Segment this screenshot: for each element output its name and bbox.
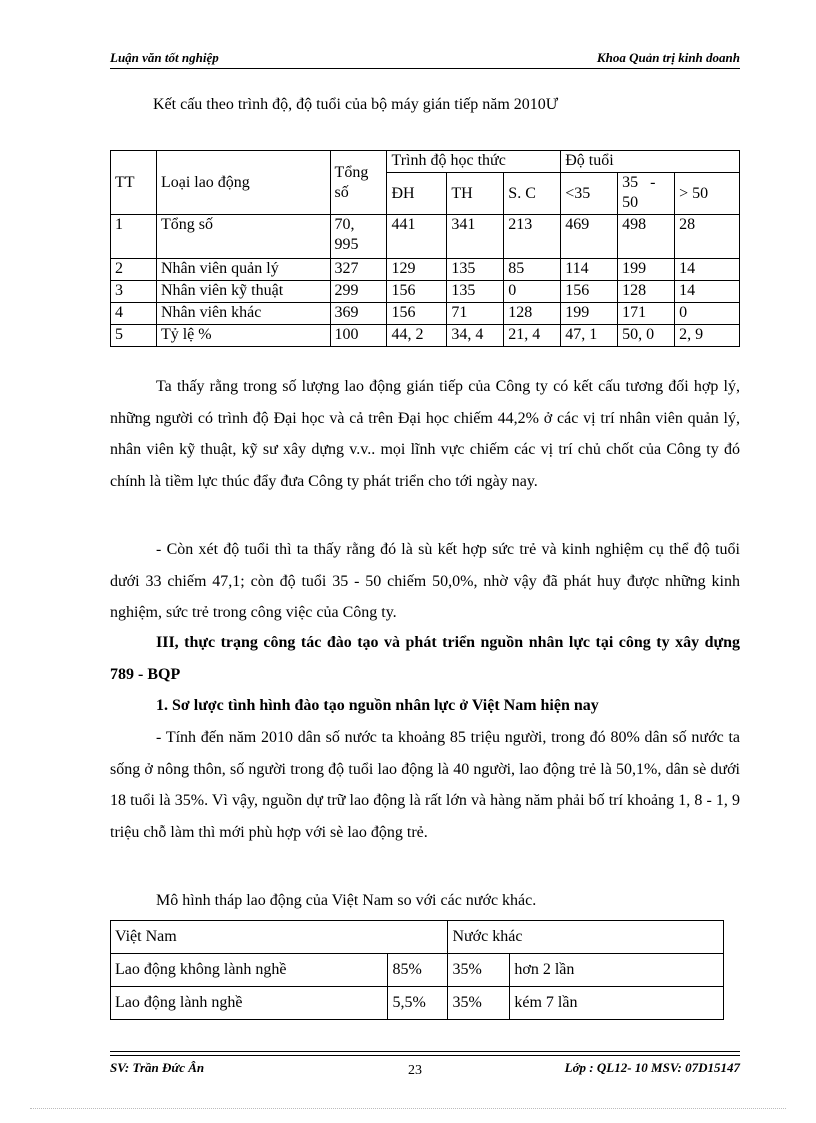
footer-rule-top [110, 1051, 740, 1052]
section-heading: III, thực trạng công tác đào tạo và phát triển nguồn nhân lực tại công ty xây dựng 789 - BQP [110, 634, 740, 683]
cell-th: 135 [447, 281, 504, 303]
paragraph-labor-pyramid: Mô hình tháp lao động của Việt Nam so với các nước khác. [156, 892, 537, 909]
cell-other: 35% [448, 954, 510, 987]
header-tong: Tổng số [330, 151, 387, 215]
cell-gt50: 28 [675, 215, 740, 259]
cell-lt35: 199 [561, 303, 618, 325]
cell-label: Lao động lành nghề [111, 987, 388, 1020]
cell-name: Nhân viên quản lý [156, 259, 330, 281]
table1-caption: Kết cấu theo trình độ, độ tuổi của bộ máy gián tiếp năm 2010Ư [153, 96, 559, 113]
cell-gt50: 14 [675, 259, 740, 281]
header-sc: S. C [504, 173, 561, 215]
cell-lt35: 114 [561, 259, 618, 281]
cell-note: kém 7 lần [510, 987, 724, 1020]
header-do-tuoi: Độ tuổi [561, 151, 740, 173]
cell-sc: 213 [504, 215, 561, 259]
header-35-50: 35 - 50 [618, 173, 675, 215]
header-th: TH [447, 173, 504, 215]
table-structure [110, 150, 740, 347]
table-row [111, 303, 740, 325]
header-dh: ĐH [387, 173, 447, 215]
paragraph-structure-analysis: Ta thấy rằng trong số lượng lao động gián tiếp của Công ty có kết cấu tương đối hợp lý, những người có trình độ Đại học và cả trên Đại học chiếm 44,2% ở các vị trí nhân viên quản lý, nhân viên kỹ thuật, kỹ sư xây dựng v.v.. mọi lĩnh vực chiếm các vị trí chủ chốt của Công ty đó chính là tiềm lực thúc đẩy đưa Công ty phát triển cho tới ngày nay. [110, 378, 740, 490]
cell-label: Lao động không lành nghề [111, 954, 388, 987]
cell-tt: 1 [111, 215, 157, 259]
header-lt35: <35 [561, 173, 618, 215]
cell-lt35: 47, 1 [561, 325, 618, 347]
cell-name: Nhân viên kỹ thuật [156, 281, 330, 303]
cell-gt50: 14 [675, 281, 740, 303]
cell-total: 369 [330, 303, 387, 325]
cell-vn: 5,5% [388, 987, 448, 1020]
cell-name: Tổng số [156, 215, 330, 259]
page-edge-dots [30, 1108, 786, 1109]
cell-th: 34, 4 [447, 325, 504, 347]
footer-rule-bottom [110, 1055, 740, 1056]
header-rule [110, 68, 740, 69]
table-labor-comparison [110, 920, 724, 1020]
page-header [110, 50, 740, 70]
cell-dh: 156 [387, 281, 447, 303]
header-right: Khoa Quản trị kinh doanh [596, 50, 740, 65]
footer-class: Lớp : QL12- 10 MSV: 07D15147 [564, 1060, 740, 1075]
cell-lt35: 156 [561, 281, 618, 303]
table-row [111, 954, 724, 987]
header-loai: Loại lao động [156, 151, 330, 215]
cell-35-50: 498 [618, 215, 675, 259]
cell-35-50: 128 [618, 281, 675, 303]
cell-dh: 129 [387, 259, 447, 281]
header-other-countries: Nước khác [448, 921, 724, 954]
header-gt50: > 50 [675, 173, 740, 215]
cell-tt: 5 [111, 325, 157, 347]
footer-student: SV: Trần Đức Ân [110, 1060, 205, 1075]
header-tt: TT [111, 151, 157, 215]
cell-dh: 44, 2 [387, 325, 447, 347]
subsection-heading: 1. Sơ lược tình hình đào tạo nguồn nhân lực ở Việt Nam hiện nay [156, 697, 599, 714]
cell-other: 35% [448, 987, 510, 1020]
cell-tt: 4 [111, 303, 157, 325]
cell-sc: 0 [504, 281, 561, 303]
header-vietnam: Việt Nam [111, 921, 448, 954]
cell-th: 71 [447, 303, 504, 325]
cell-sc: 128 [504, 303, 561, 325]
cell-35-50: 199 [618, 259, 675, 281]
header-left: Luận văn tốt nghiệp [110, 50, 219, 65]
cell-gt50: 0 [675, 303, 740, 325]
cell-vn: 85% [388, 954, 448, 987]
cell-tt: 2 [111, 259, 157, 281]
cell-sc: 85 [504, 259, 561, 281]
cell-sc: 21, 4 [504, 325, 561, 347]
table-row [111, 215, 740, 259]
cell-total: 100 [330, 325, 387, 347]
cell-th: 135 [447, 259, 504, 281]
table-row [111, 281, 740, 303]
cell-th: 341 [447, 215, 504, 259]
cell-tt: 3 [111, 281, 157, 303]
cell-total: 299 [330, 281, 387, 303]
cell-name: Nhân viên khác [156, 303, 330, 325]
paragraph-population: - Tính đến năm 2010 dân số nước ta khoảng 85 triệu người, trong đó 80% dân số nước ta sống ở nông thôn, số người trong độ tuổi lao động là 40 người, lao động trẻ là 50,1%, dân sè dưới 18 tuổi là 35%. Vì vậy, nguồn dự trữ lao động là rất lớn và hàng năm phải bố trí khoảng 1, 8 - 1, 9 triệu chỗ làm thì mới phù hợp với sè lao động trẻ. [110, 729, 740, 841]
cell-total: 327 [330, 259, 387, 281]
cell-35-50: 50, 0 [618, 325, 675, 347]
page-number: 23 [408, 1063, 422, 1078]
table-row [111, 987, 724, 1020]
table-row [111, 325, 740, 347]
cell-gt50: 2, 9 [675, 325, 740, 347]
cell-35-50: 171 [618, 303, 675, 325]
cell-lt35: 469 [561, 215, 618, 259]
cell-total: 70, 995 [330, 215, 387, 259]
cell-dh: 441 [387, 215, 447, 259]
cell-note: hơn 2 lần [510, 954, 724, 987]
table-row [111, 259, 740, 281]
cell-name: Tỷ lệ % [156, 325, 330, 347]
header-trinh-do: Trình độ học thức [387, 151, 561, 173]
cell-dh: 156 [387, 303, 447, 325]
paragraph-age-analysis: - Còn xét độ tuổi thì ta thấy rằng đó là sù kết hợp sức trẻ và kinh nghiệm cụ thể độ tuổi dưới 33 chiếm 47,1; còn độ tuổi 35 - 50 chiếm 50,0%, nhờ vậy đã phát huy được những kinh nghiệm, sức trẻ trong công việc của Công ty. [110, 541, 740, 622]
